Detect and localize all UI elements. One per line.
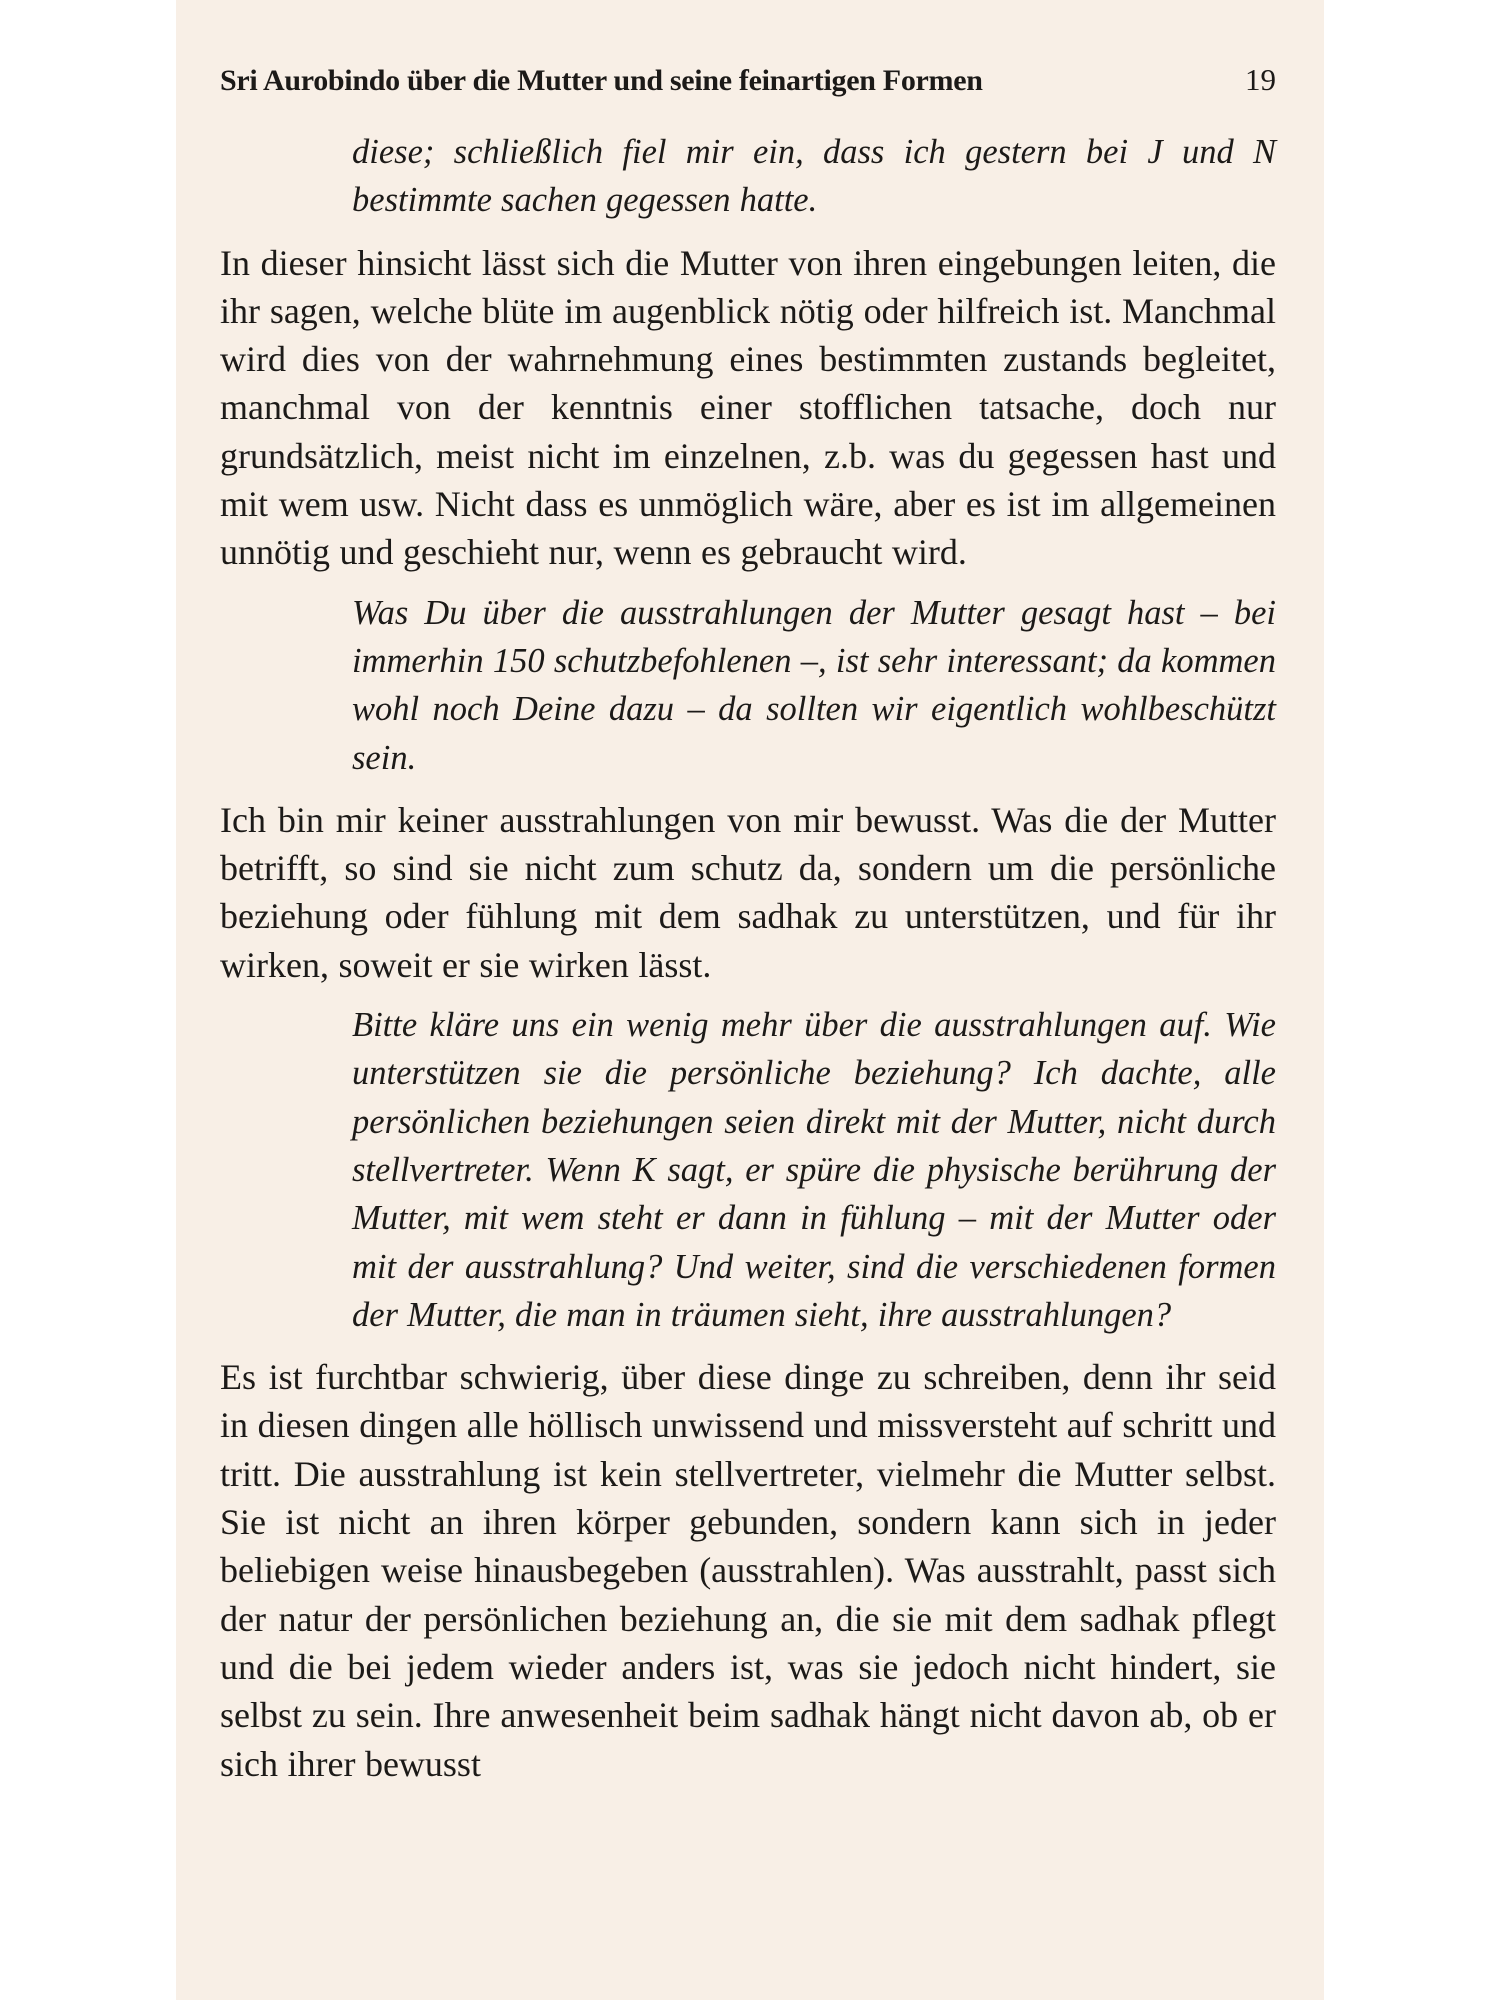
page-number: 19 [1245,62,1276,97]
quote-paragraph: Was Du über die ausstrahlungen der Mutter gesagt hast – bei immerhin 150 schutzbefohlenen –, ist sehr interessant; da kommen wohl noch Deine dazu – da sollten wir eigentlich wohlbeschützt sein. [352,593,1276,777]
body-paragraph: In dieser hinsicht lässt sich die Mutter von ihren eingebungen leiten, die ihr sagen, welche blüte im augenblick nötig oder hilfreich ist. Manchmal wird dies von der wahrnehmung eines bestimmten zustands begleitet, manchmal von der kenntnis einer stofflichen tatsache, doch nur grundsätzlich, meist nicht im einzelnen, z.b. was du gegessen hast und mit wem usw. Nicht dass es unmöglich wäre, aber es ist im allgemeinen unnötig und geschieht nur, wenn es gebraucht wird. [220,242,1276,573]
body-paragraph: Es ist furchtbar schwierig, über diese dinge zu schreiben, denn ihr seid in diesen dingen alle höllisch unwissend und missversteht auf schritt und tritt. Die ausstrahlung ist kein stellvertreter, vielmehr die Mutter selbst. Sie ist nicht an ihren körper gebunden, sondern kann sich in jeder beliebigen weise hinausbegeben (ausstrahlen). Was ausstrahlt, passt sich der natur der persönlichen beziehung an, die sie mit dem sadhak pflegt und die bei jedem wieder anders ist, was sie jedoch nicht hindert, sie selbst zu sein. Ihre anwesenheit beim sadhak hängt nicht davon ab, ob er sich ihrer bewusst [220,1357,1276,1784]
book-page [176,0,1324,2000]
quote-paragraph: diese; schließlich fiel mir ein, dass ich gestern bei J und N bestimmte sachen gegessen hatte. [352,133,1276,220]
body-paragraph: Ich bin mir keiner ausstrahlungen von mir bewusst. Was die der Mutter betrifft, so sind sie nicht zum schutz da, sondern um die persönliche beziehung oder fühlung mit dem sadhak zu unterstützen, und für ihr wirken, soweit er sie wirken lässt. [220,799,1276,985]
quote-paragraph: Bitte kläre uns ein wenig mehr über die ausstrahlungen auf. Wie unterstützen sie die persönliche beziehung? Ich dachte, alle persönlichen beziehungen seien direkt mit der Mutter, nicht durch stellvertreter. Wenn K sagt, er spüre die physische berührung der Mutter, mit wem steht er dann in fühlung – mit der Mutter oder mit der ausstrahlung? Und weiter, sind die verschiedenen formen der Mutter, die man in träumen sieht, ihre ausstrahlungen? [352,1006,1276,1334]
running-title: Sri Aurobindo über die Mutter und seine feinartigen Formen [220,64,983,97]
page-header [220,62,1276,98]
